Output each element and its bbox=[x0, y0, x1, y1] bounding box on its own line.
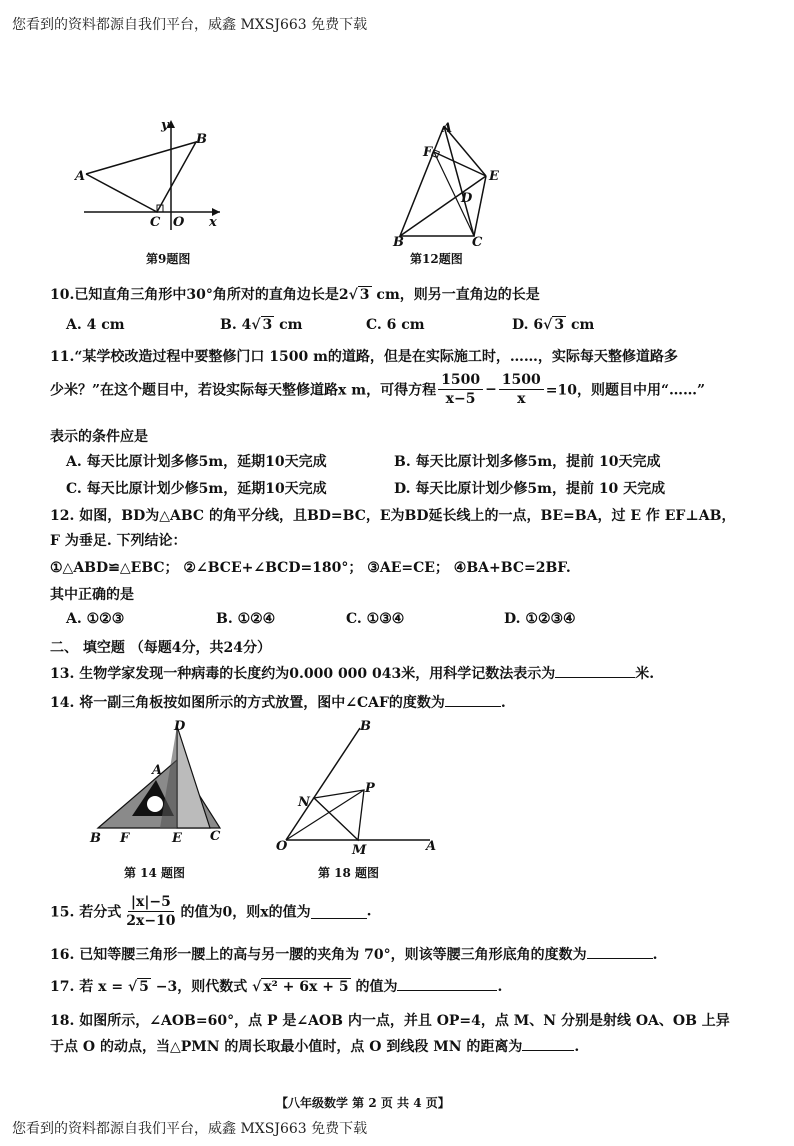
figure-14 bbox=[88, 718, 228, 850]
q12-option-d: D. ①②③④ bbox=[504, 611, 576, 627]
fig9-label-x: x bbox=[209, 215, 217, 230]
fig18-label-O: O bbox=[276, 839, 288, 854]
fig9-label-O: O bbox=[173, 215, 185, 230]
q11-option-d: D. 每天比原计划少修5m，提前 10 天完成 bbox=[394, 481, 666, 497]
figure-9 bbox=[72, 116, 232, 234]
fig14-label-C: C bbox=[210, 829, 221, 844]
q17-blank[interactable] bbox=[397, 976, 497, 991]
q18-line1: 18. 如图所示，∠AOB=60°，点 P 是∠AOB 内一点，并且 OP=4，点 M、N 分别是射线 OA、OB 上异 bbox=[50, 1013, 730, 1029]
q13-blank[interactable] bbox=[555, 663, 635, 678]
fig9-label-B: B bbox=[196, 132, 207, 147]
fig12-label-E: E bbox=[489, 169, 499, 184]
fig12-label-A: A bbox=[442, 121, 453, 136]
fig18-label-A: A bbox=[426, 839, 437, 854]
section-2-heading: 二、 填空题 （每题4分，共24分） bbox=[50, 640, 271, 656]
fig9-caption: 第9题图 bbox=[146, 252, 191, 266]
q18-line2: 于点 O 的动点，当△PMN 的周长取最小值时，点 O 到线段 MN 的距离为 . bbox=[50, 1036, 579, 1056]
figure-12 bbox=[390, 118, 510, 250]
fig18-caption: 第 18 题图 bbox=[318, 866, 380, 880]
fig14-label-D: D bbox=[174, 719, 186, 734]
q11-option-a: A. 每天比原计划多修5m，延期10天完成 bbox=[66, 454, 327, 470]
q16: 16. 已知等腰三角形一腰上的高与另一腰的夹角为 70°，则该等腰三角形底角的度数为 . bbox=[50, 944, 657, 964]
watermark-bottom: 您看到的资料都源自我们平台，威鑫 MXSJ663 免费下载 bbox=[12, 1121, 368, 1137]
fig9-label-y: y bbox=[161, 118, 169, 133]
q17: 17. 若 x = √ 5 −3，则代数式 √ x² + 6x + 5 的值为 . bbox=[50, 976, 502, 996]
q10-option-a: A. 4 cm bbox=[66, 317, 125, 333]
fig14-label-A: A bbox=[152, 763, 163, 778]
q12-option-a: A. ①②③ bbox=[66, 611, 125, 627]
q12-option-b: B. ①②④ bbox=[216, 611, 276, 627]
q11-line1: 11.“某学校改造过程中要整修门口 1500 m的道路，但是在实际施工时，……，实际每天整修道路多 bbox=[50, 349, 678, 365]
q13: 13. 生物学家发现一种病毒的长度约为0.000 000 043米，用科学记数法表示为 米. bbox=[50, 663, 654, 683]
q10-stem: 10.已知直角三角形中30°角所对的直角边长是2√ 3 cm，则另一直角边的长是 bbox=[50, 287, 540, 303]
fig18-label-P: P bbox=[365, 781, 375, 796]
q18-blank[interactable] bbox=[522, 1036, 574, 1051]
q10-option-b: B. 4√ 3 cm bbox=[220, 317, 303, 333]
fig14-label-E: E bbox=[172, 831, 182, 846]
q11-line2: 少米？”在这个题目中，若设实际每天整修道路x m，可得方程 $\frac{1500}{x-5}$ − $\frac{1500}{x}$ =10，则题目中用“……” bbox=[50, 372, 706, 407]
fig9-label-A: A bbox=[75, 169, 86, 184]
q15-fraction: $\frac{|x|-5}{2x-10}$ bbox=[126, 894, 176, 929]
q12-line1: 12. 如图，BD为△ABC 的角平分线，且BD=BC，E为BD延长线上的一点，BE=BA，过 E 作 EF⊥AB， bbox=[50, 508, 736, 524]
q10-option-c: C. 6 cm bbox=[366, 317, 425, 333]
q12-line4: 其中正确的是 bbox=[50, 587, 134, 603]
fig9-label-C: C bbox=[150, 215, 161, 230]
fig14-label-B: B bbox=[90, 831, 101, 846]
q11-fraction-2: $\frac{1500}{x}$ bbox=[499, 371, 544, 408]
q14: 14. 将一副三角板按如图所示的方式放置，图中∠CAF的度数为 . bbox=[50, 692, 506, 712]
q10-option-d: D. 6√ 3 cm bbox=[512, 317, 595, 333]
q11-option-c: C. 每天比原计划少修5m，延期10天完成 bbox=[66, 481, 327, 497]
page-footer: 【八年级数学 第 2 页 共 4 页】 bbox=[276, 1096, 450, 1110]
q12-option-c: C. ①③④ bbox=[346, 611, 405, 627]
fig18-label-N: N bbox=[298, 795, 310, 810]
fig18-label-M: M bbox=[352, 843, 367, 856]
fig14-caption: 第 14 题图 bbox=[124, 866, 186, 880]
q15-blank[interactable] bbox=[311, 904, 367, 919]
fig12-label-B: B bbox=[393, 235, 404, 250]
q14-blank[interactable] bbox=[445, 692, 501, 707]
q15: 15. 若分式 $\frac{|x|-5}{2x-10}$ 的值为0，则x的值为 . bbox=[50, 894, 372, 929]
fig12-label-F: F bbox=[423, 145, 433, 160]
q12-line2: F 为垂足. 下列结论： bbox=[50, 533, 187, 549]
q11-fraction-1: $\frac{1500}{x-5}$ bbox=[438, 371, 483, 408]
fig14-label-F: F bbox=[120, 831, 130, 846]
fig12-label-C: C bbox=[472, 235, 483, 250]
fig18-label-B: B bbox=[360, 719, 371, 734]
q11-option-b: B. 每天比原计划多修5m，提前 10天完成 bbox=[394, 454, 661, 470]
figure-18 bbox=[274, 718, 444, 856]
q12-line3: ①△ABD≌△EBC； ②∠BCE+∠BCD=180°； ③AE=CE； ④BA+BC=2BF. bbox=[50, 560, 571, 576]
fig12-caption: 第12题图 bbox=[410, 252, 463, 266]
fig12-label-D: D bbox=[461, 191, 473, 206]
q16-blank[interactable] bbox=[587, 944, 653, 959]
watermark-top: 您看到的资料都源自我们平台，威鑫 MXSJ663 免费下载 bbox=[12, 17, 368, 33]
q11-line3: 表示的条件应是 bbox=[50, 429, 148, 445]
